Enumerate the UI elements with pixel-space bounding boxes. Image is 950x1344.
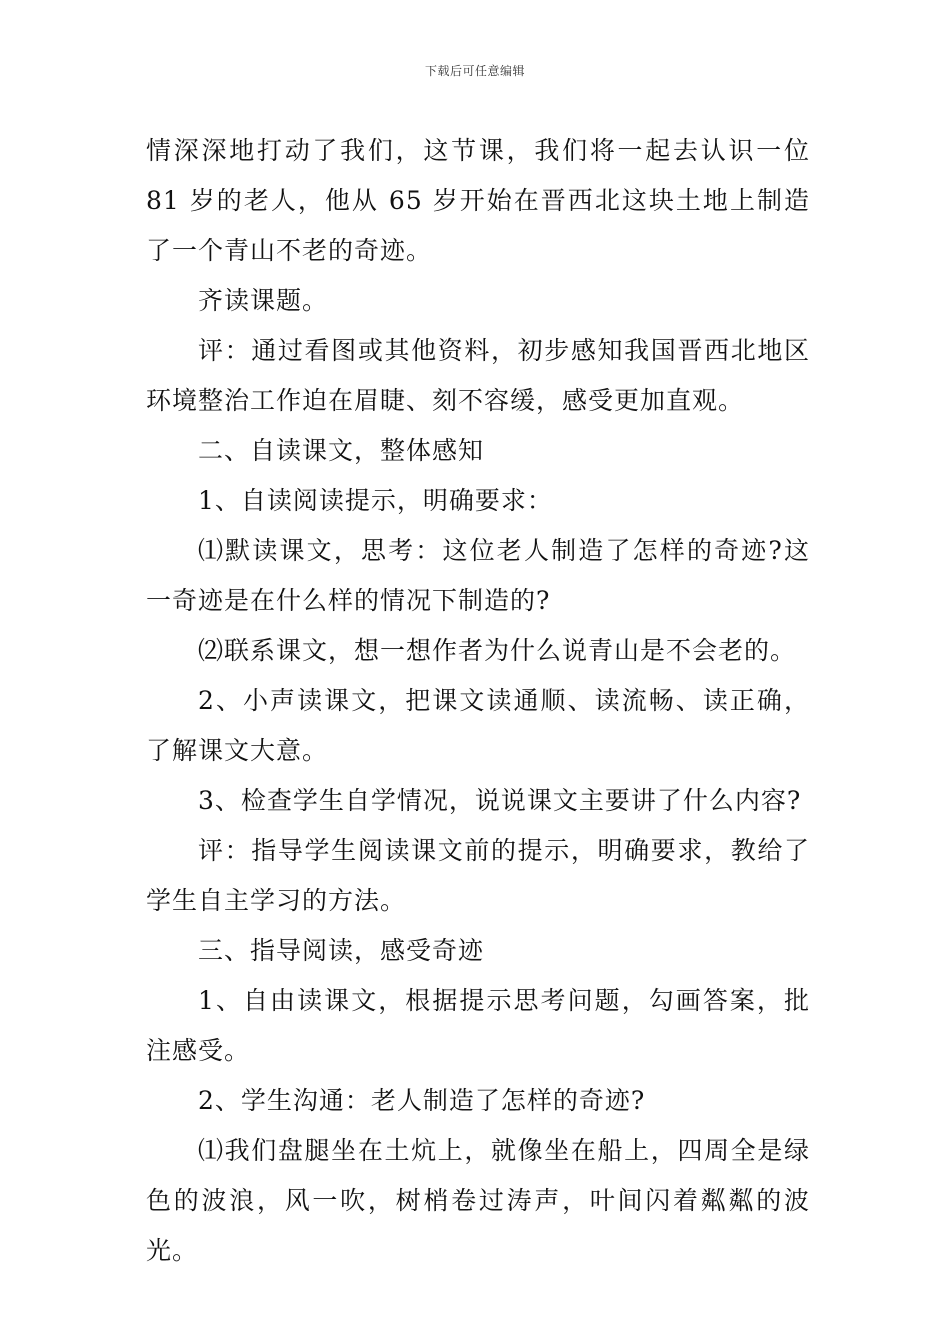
page-header: 下载后可任意编辑 — [424, 64, 525, 78]
document-body — [146, 126, 810, 1276]
section-heading: 三、指导阅读，感受奇迹 — [198, 936, 485, 965]
paragraph: 2、小声读课文，把课文读通顺、读流畅、读正确，了解课文大意。 — [146, 686, 810, 765]
paragraph: ⑴默读课文，思考：这位老人制造了怎样的奇迹?这一奇迹是在什么样的情况下制造的? — [146, 536, 810, 615]
paragraph: 齐读课题。 — [198, 286, 329, 315]
paragraph: ⑴我们盘腿坐在土炕上，就像坐在船上，四周全是绿色的波浪，风一吹，树梢卷过涛声，叶间闪着粼粼的波光。 — [146, 1136, 810, 1265]
paragraph: 情深深地打动了我们，这节课，我们将一起去认识一位 81 岁的老人，他从 65 岁开始在晋西北这块土地上制造了一个青山不老的奇迹。 — [146, 136, 810, 265]
paragraph: 1、自由读课文，根据提示思考问题，勾画答案，批注感受。 — [146, 986, 810, 1065]
paragraph: 3、检查学生自学情况，说说课文主要讲了什么内容? — [198, 786, 802, 815]
section-heading: 二、自读课文，整体感知 — [198, 436, 485, 465]
paragraph: 1、自读阅读提示，明确要求： — [198, 486, 553, 515]
paragraph: 评：指导学生阅读课文前的提示，明确要求，教给了学生自主学习的方法。 — [146, 836, 810, 915]
paragraph: ⑵联系课文，想一想作者为什么说青山是不会老的。 — [198, 636, 797, 665]
paragraph: 评：通过看图或其他资料，初步感知我国晋西北地区环境整治工作迫在眉睫、刻不容缓，感受更加直观。 — [146, 336, 810, 415]
paragraph: 2、学生沟通：老人制造了怎样的奇迹? — [198, 1086, 646, 1115]
